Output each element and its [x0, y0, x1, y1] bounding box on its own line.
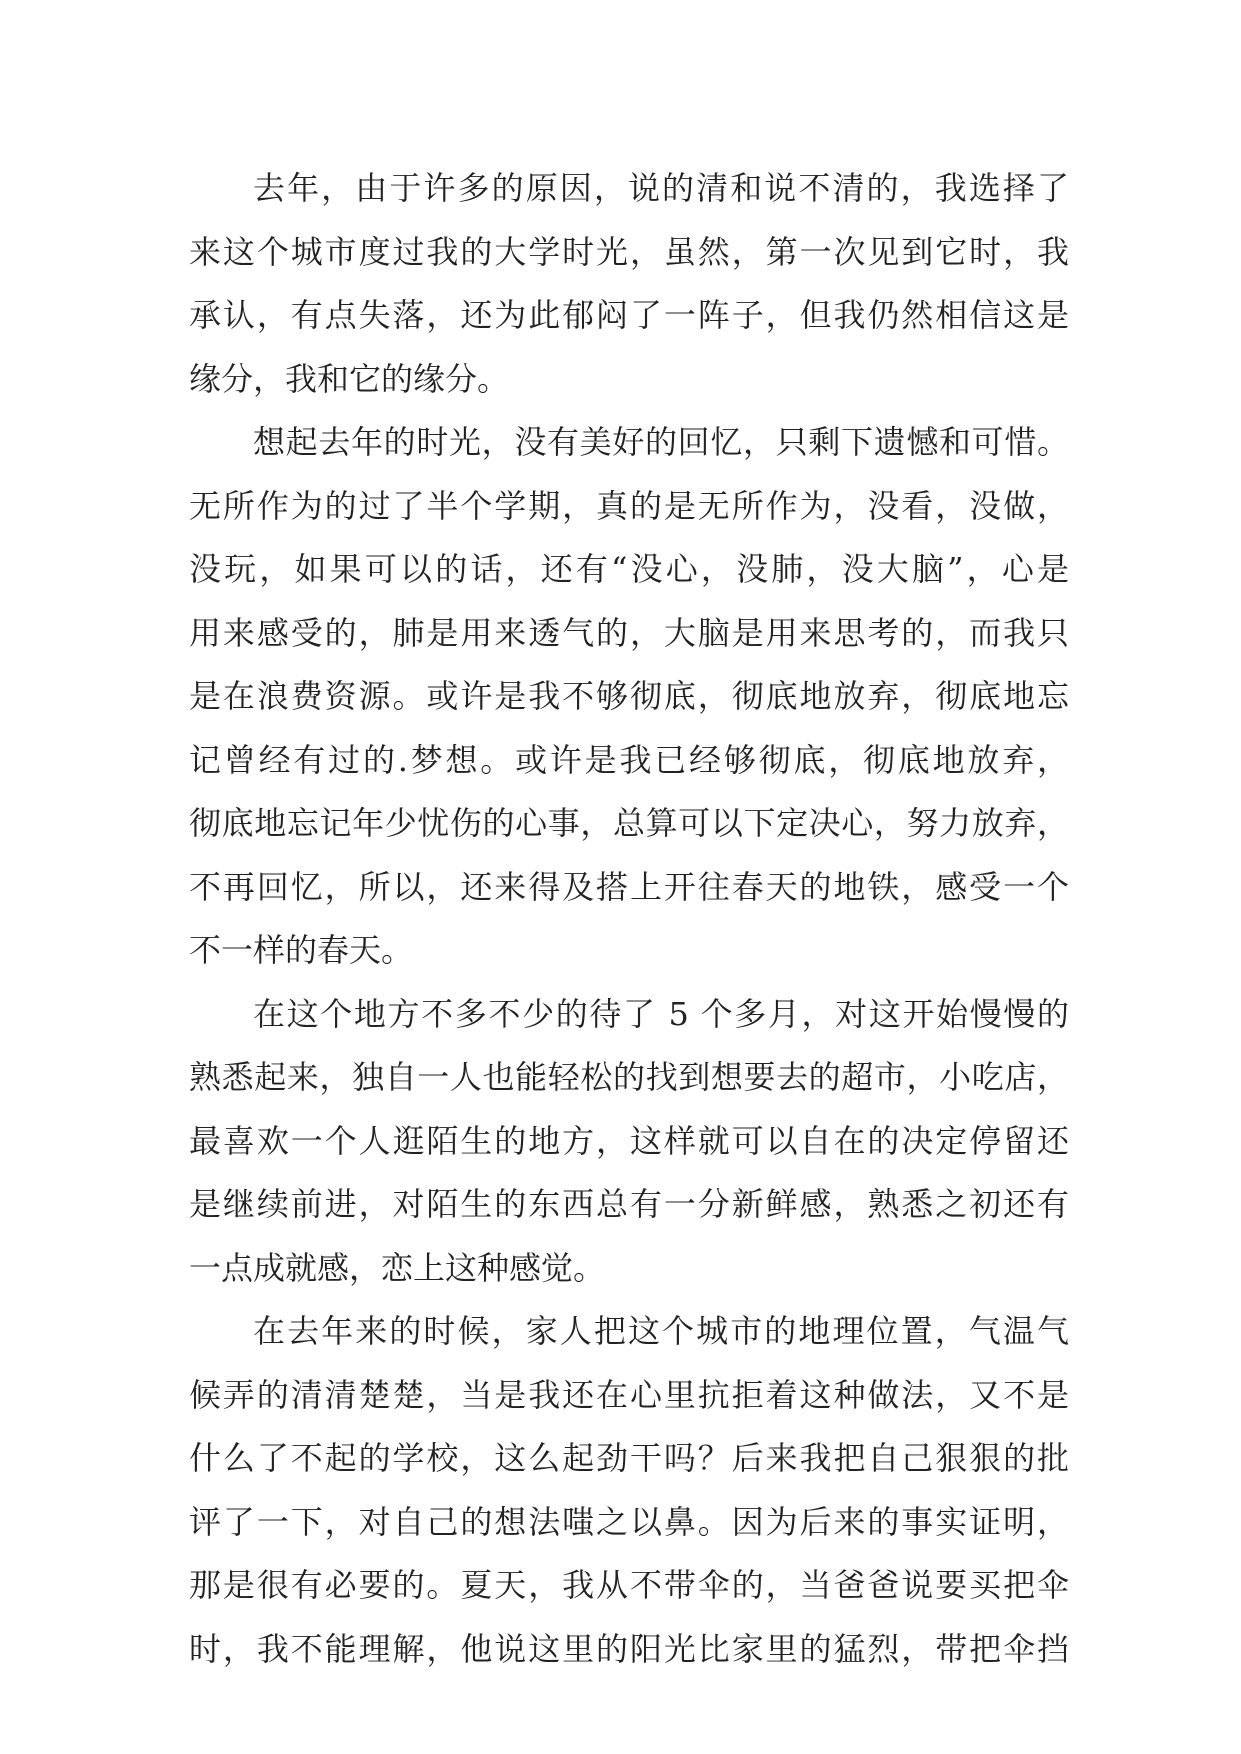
text-line: 熟悉起来，独自一人也能轻松的找到想要去的超市，小吃店，: [189, 1058, 1069, 1096]
text-line: 是继续前进，对陌生的东西总有一分新鲜感，熟悉之初还有: [189, 1185, 1069, 1223]
text-line: 是在浪费资源。或许是我不够彻底，彻底地放弃，彻底地忘: [189, 677, 1069, 715]
text-line: 想起去年的时光，没有美好的回忆，只剩下遗憾和可惜。: [253, 423, 1069, 461]
text-line: 最喜欢一个人逛陌生的地方，这样就可以自在的决定停留还: [189, 1121, 1069, 1160]
essay-body: [189, 157, 1069, 1681]
text-line: 一点成就感，恋上这种感觉。: [189, 1248, 606, 1287]
text-line: 无所作为的过了半个学期，真的是无所作为，没看，没做，: [189, 486, 1069, 525]
text-line: 去年，由于许多的原因，说的清和说不清的，我选择了: [253, 169, 1069, 207]
text-line: 承认，有点失落，还为此郁闷了一阵子，但我仍然相信这是: [189, 296, 1069, 334]
text-line: 没玩，如果可以的话，还有“没心，没肺，没大脑”，心是: [189, 550, 1069, 588]
text-line: 用来感受的，肺是用来透气的，大脑是用来思考的，而我只: [189, 613, 1069, 652]
text-line: 什么了不起的学校，这么起劲干吗？后来我把自己狠狠的批: [189, 1439, 1069, 1477]
text-line: 时，我不能理解，他说这里的阳光比家里的猛烈，带把伞挡: [189, 1629, 1069, 1668]
text-line: 彻底地忘记年少忧伤的心事，总算可以下定决心，努力放弃，: [189, 804, 1069, 842]
text-line: 不再回忆，所以，还来得及搭上开往春天的地铁，感受一个: [189, 867, 1069, 906]
text-line: 评了一下，对自己的想法嗤之以鼻。因为后来的事实证明，: [189, 1502, 1069, 1541]
text-line: 记曾经有过的.梦想。或许是我已经够彻底，彻底地放弃，: [189, 740, 1069, 779]
text-line: 来这个城市度过我的大学时光，虽然，第一次见到它时，我: [189, 232, 1069, 271]
text-line: 那是很有必要的。夏天，我从不带伞的，当爸爸说要买把伞: [189, 1566, 1069, 1604]
text-line: 候弄的清清楚楚，当是我还在心里抗拒着这种做法，又不是: [189, 1375, 1069, 1414]
text-line: 不一样的春天。: [189, 931, 414, 969]
text-line: 在去年来的时候，家人把这个城市的地理位置，气温气: [253, 1312, 1069, 1350]
text-line: 缘分，我和它的缘分。: [189, 359, 510, 398]
text-line: 在这个地方不多不少的待了 5 个多月，对这开始慢慢的: [253, 994, 1069, 1033]
